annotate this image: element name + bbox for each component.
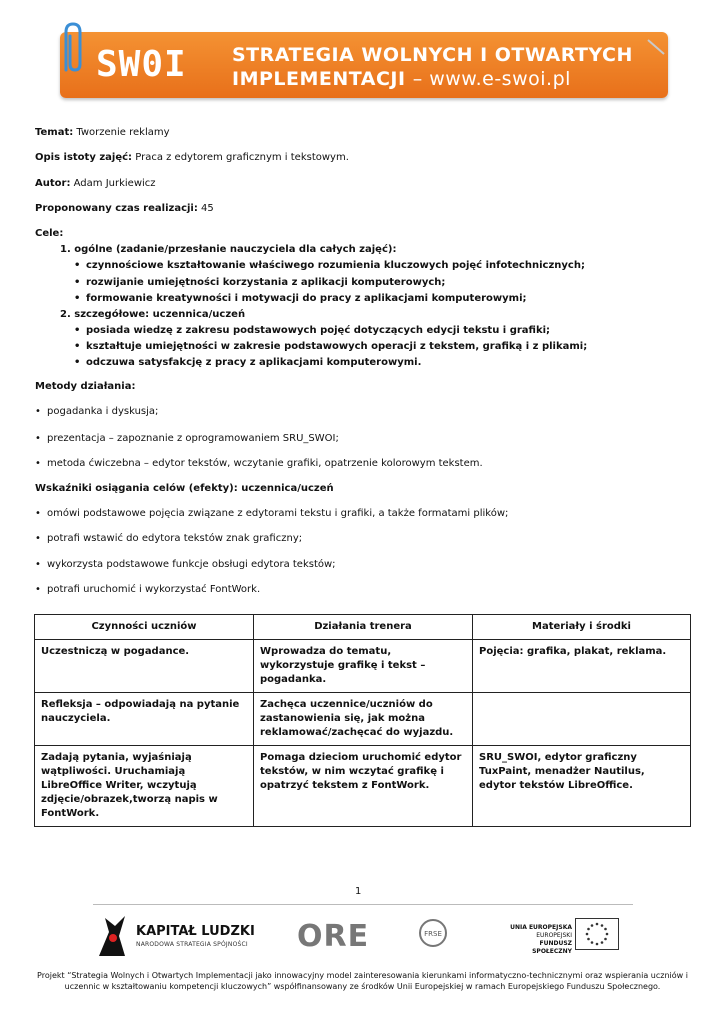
- metody-item: • metoda ćwiczebna – edytor tekstów, wczytanie grafiki, opatrzenie kolorowym tekstem.: [35, 457, 483, 471]
- table-cell: [473, 693, 691, 746]
- kapital-ludzki-icon: [95, 912, 129, 958]
- cele-szczegolowe: 2. szczegółowe: uczennica/uczeń: [60, 309, 246, 320]
- cele-label: Cele:: [35, 228, 64, 239]
- frse-logo: [418, 918, 448, 948]
- paperclip-icon: [56, 20, 90, 76]
- czas-label: Proponowany czas realizacji:: [35, 203, 198, 214]
- header-title: [232, 43, 633, 91]
- header-title-line2: IMPLEMENTACJI: [232, 68, 406, 90]
- cele-szczegolowe-item: • odczuwa satysfakcję z pracy z aplikacjami komputerowymi.: [74, 356, 421, 370]
- czas-line: [35, 202, 214, 216]
- table-cell: Pomaga dzieciom uruchomić edytor tekstów, w nim wczytać grafikę i opatrzyć tekstem z FontWork.: [254, 746, 473, 827]
- metody-label: Metody działania:: [35, 381, 136, 392]
- cele-szczegolowe-item: • kształtuje umiejętności w zakresie podstawowych operacji z tekstem, grafiką i z plikami;: [74, 340, 587, 354]
- autor-label: Autor:: [35, 178, 71, 189]
- autor-line: [35, 177, 156, 191]
- header-url: – www.e-swoi.pl: [412, 68, 571, 90]
- page-number: 1: [355, 886, 362, 897]
- table-cell: Refleksja – odpowiadają na pytanie nauczyciela.: [35, 693, 254, 746]
- wskazniki-item: • potrafi uruchomić i wykorzystać FontWork.: [35, 583, 260, 597]
- table-cell: Uczestniczą w pogadance.: [35, 640, 254, 693]
- table-header: Materiały i środki: [473, 615, 691, 640]
- table-cell: Zachęca uczennice/uczniów do zastanowienia się, jak można reklamować/zachęcać do wyjazdu.: [254, 693, 473, 746]
- ore-logo: ORE: [297, 919, 370, 954]
- lesson-table: [34, 614, 691, 827]
- wskazniki-label: Wskaźniki osiągania celów (efekty): uczennica/uczeń: [35, 483, 334, 494]
- temat-value: Tworzenie reklamy: [76, 127, 170, 138]
- temat-line: [35, 126, 170, 140]
- footer-text: Projekt “Strategia Wolnych i Otwartych Implementacji jako innowacyjny model zainteresowania kierunkami informatyczno-technicznymi oraz wspierania uczniów i uczennic w kształtowaniu kompetencji kluczowych” współfinansowany ze środków Unii Europejskiej w ramach Europejskiego Funduszu Społecznego.: [37, 971, 688, 991]
- header-title-line1: STRATEGIA WOLNYCH I OTWARTYCH: [232, 44, 633, 66]
- cele-ogolne-item: • formowanie kreatywności i motywacji do pracy z aplikacjami komputerowymi;: [74, 292, 527, 306]
- wskazniki-item: • wykorzysta podstawowe funkcje obsługi edytora tekstów;: [35, 558, 336, 572]
- table-header: Działania trenera: [254, 615, 473, 640]
- table-row: [35, 640, 691, 693]
- cele-ogolne-item: • rozwijanie umiejętności korzystania z aplikacji komputerowych;: [74, 276, 445, 290]
- autor-value: Adam Jurkiewicz: [73, 178, 156, 189]
- table-header-row: [35, 615, 691, 640]
- kapital-ludzki-logo-text: KAPITAŁ LUDZKI: [136, 924, 255, 939]
- kapital-ludzki-subtitle: NARODOWA STRATEGIA SPÓJNOŚCI: [136, 941, 248, 948]
- cele-ogolne-item: • czynnościowe kształtowanie właściwego rozumienia kluczowych pojęć infotechnicznych;: [74, 259, 585, 273]
- cele-ogolne: 1. ogólne (zadanie/przesłanie nauczyciela dla całych zajęć):: [60, 244, 397, 255]
- czas-value: 45: [201, 203, 214, 214]
- table-cell: Zadają pytania, wyjaśniają wątpliwości. Uruchamiają LibreOffice Writer, wczytują zdjęcie/obrazek,tworzą napis w FontWork.: [35, 746, 254, 827]
- pencil-icon: [646, 38, 666, 58]
- opis-value: Praca z edytorem graficznym i tekstowym.: [135, 152, 349, 163]
- opis-label: Opis istoty zajęć:: [35, 152, 133, 163]
- eu-flag-icon: [575, 918, 619, 950]
- table-row: [35, 693, 691, 746]
- frse-logo-text: FRSE: [424, 930, 442, 938]
- table-cell: Pojęcia: grafika, plakat, reklama.: [473, 640, 691, 693]
- metody-item: • prezentacja – zapoznanie z oprogramowaniem SRU_SWOI;: [35, 432, 339, 446]
- metody-item: • pogadanka i dyskusja;: [35, 405, 158, 419]
- footer-divider: [93, 904, 633, 905]
- table-cell: Wprowadza do tematu, wykorzystuje grafikę i tekst – pogadanka.: [254, 640, 473, 693]
- ue-logo-text: [510, 924, 572, 956]
- ue-line1: UNIA EUROPEJSKA: [510, 924, 572, 931]
- temat-label: Temat:: [35, 127, 74, 138]
- ue-line2: EUROPEJSKI: [536, 932, 572, 939]
- ue-line3: FUNDUSZ SPOŁECZNY: [532, 940, 572, 955]
- swoi-logo: SW0I: [96, 44, 187, 85]
- cele-szczegolowe-item: • posiada wiedzę z zakresu podstawowych pojęć dotyczących edycji tekstu i grafiki;: [74, 324, 550, 338]
- table-row: [35, 746, 691, 827]
- opis-line: [35, 151, 349, 165]
- wskazniki-item: • omówi podstawowe pojęcia związane z edytorami tekstu i grafiki, a także formatami plików;: [35, 507, 508, 521]
- table-cell: SRU_SWOI, edytor graficzny TuxPaint, menadżer Nautilus, edytor tekstów LibreOffice.: [473, 746, 691, 827]
- table-header: Czynności uczniów: [35, 615, 254, 640]
- wskazniki-item: • potrafi wstawić do edytora tekstów znak graficzny;: [35, 532, 302, 546]
